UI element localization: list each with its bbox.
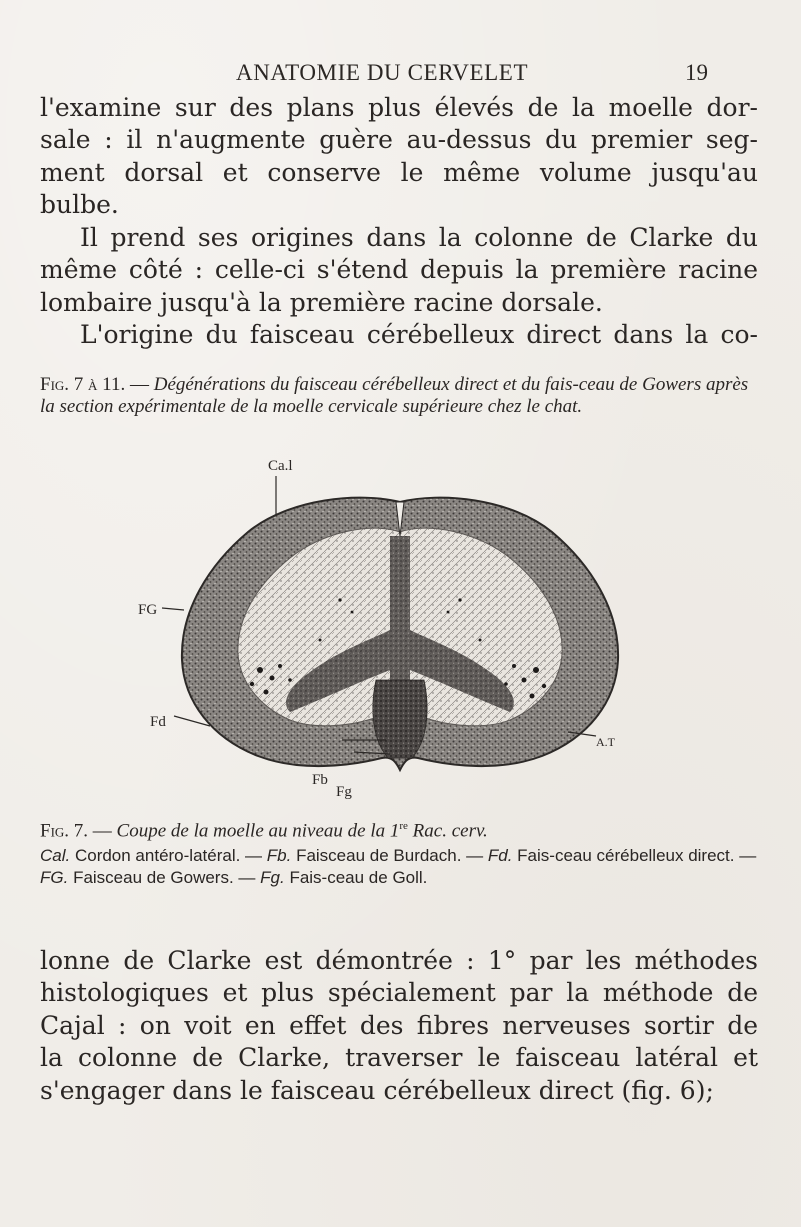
figure-series-caption	[40, 374, 758, 418]
legend-abbr: Fb.	[266, 845, 292, 865]
legend-entry	[488, 846, 756, 865]
label-fg-gowers: FG	[138, 602, 158, 618]
legend-abbr: FG.	[40, 868, 69, 888]
figure-title-text-end: Rac. cerv.	[407, 820, 488, 842]
label-cal: Ca.l	[268, 458, 293, 474]
legend-abbr: Cal.	[40, 845, 71, 865]
text-line: lonne de Clarke est démontrée : 1° par les méthodes	[40, 946, 758, 975]
figure-title	[40, 815, 758, 843]
paragraph-continued	[40, 92, 758, 222]
legend-text: Faisceau de Burdach. —	[291, 845, 488, 865]
text-line: s'engager dans le faisceau cérébelleux direct (fig. 6);	[40, 1075, 714, 1105]
figure-label: Fig. 7.	[40, 820, 89, 842]
label-fd: Fd	[150, 714, 166, 730]
text-line: Il prend ses origines dans la colonne de Clarke du	[80, 223, 758, 252]
label-at: A.T	[596, 735, 615, 749]
text-line: bulbe.	[40, 190, 119, 220]
running-title: ANATOMIE DU CERVELET	[236, 60, 529, 85]
caption-dash: —	[125, 374, 154, 395]
legend-abbr: Fd.	[487, 845, 513, 865]
paragraph-clarke-demonstration	[40, 945, 758, 1107]
text-line: lombaire jusqu'à la première racine dorsale.	[40, 287, 603, 317]
label-fb: Fb	[312, 772, 328, 788]
text-line: ment dorsal et conserve le même volume jusqu'au	[40, 157, 758, 187]
figure-series-label: Fig. 7 à 11.	[40, 374, 126, 395]
text-line: L'origine du faisceau cérébelleux direct dans la co-	[80, 320, 758, 349]
text-line: Cajal : on voit en effet des fibres nerveuses sortir de	[40, 1010, 758, 1040]
spinal-cord-section-figure	[140, 440, 660, 800]
legend-entry	[40, 868, 260, 887]
label-fg-goll: Fg	[336, 784, 352, 800]
legend-entry	[40, 846, 267, 865]
legend-abbr: Fg.	[260, 868, 285, 888]
running-head	[0, 60, 801, 90]
legend-text: Fais-ceau cérébelleux direct. —	[512, 845, 757, 865]
legend-text: Fais-ceau de Goll.	[284, 868, 428, 888]
figure-caption	[40, 815, 758, 890]
text-line: sale : il n'augmente guère au-dessus du premier seg-	[40, 125, 758, 155]
figure-series-text: Dégénérations du faisceau cérébelleux direct et du fais-ceau de Gowers après la section expérimentale de la moelle cervicale supérieure chez le chat.	[40, 374, 749, 417]
text-line: même côté : celle-ci s'étend depuis la première racine	[40, 255, 758, 285]
page-number: 19	[685, 60, 708, 85]
text-line: histologiques et plus spécialement par la méthode de	[40, 978, 758, 1008]
paragraph-clarke-origin	[40, 222, 758, 319]
dorsal-columns	[373, 680, 427, 758]
figure-title-text: Coupe de la moelle au niveau de la 1	[116, 820, 400, 842]
legend-text: Cordon antéro-latéral. —	[70, 845, 267, 865]
legend-text: Faisceau de Gowers. —	[68, 868, 261, 888]
spinal-cord-illustration	[140, 440, 660, 800]
legend-entry	[267, 846, 488, 865]
text-line: la colonne de Clarke, traverser le faisceau latéral et	[40, 1043, 758, 1073]
text-line: l'examine sur des plans plus élevés de la moelle dor-	[40, 93, 758, 122]
caption-dash: —	[88, 820, 117, 842]
legend-entry	[260, 868, 427, 887]
paragraph-origin-intro	[40, 319, 758, 351]
figure-title-sup: re	[399, 820, 408, 832]
